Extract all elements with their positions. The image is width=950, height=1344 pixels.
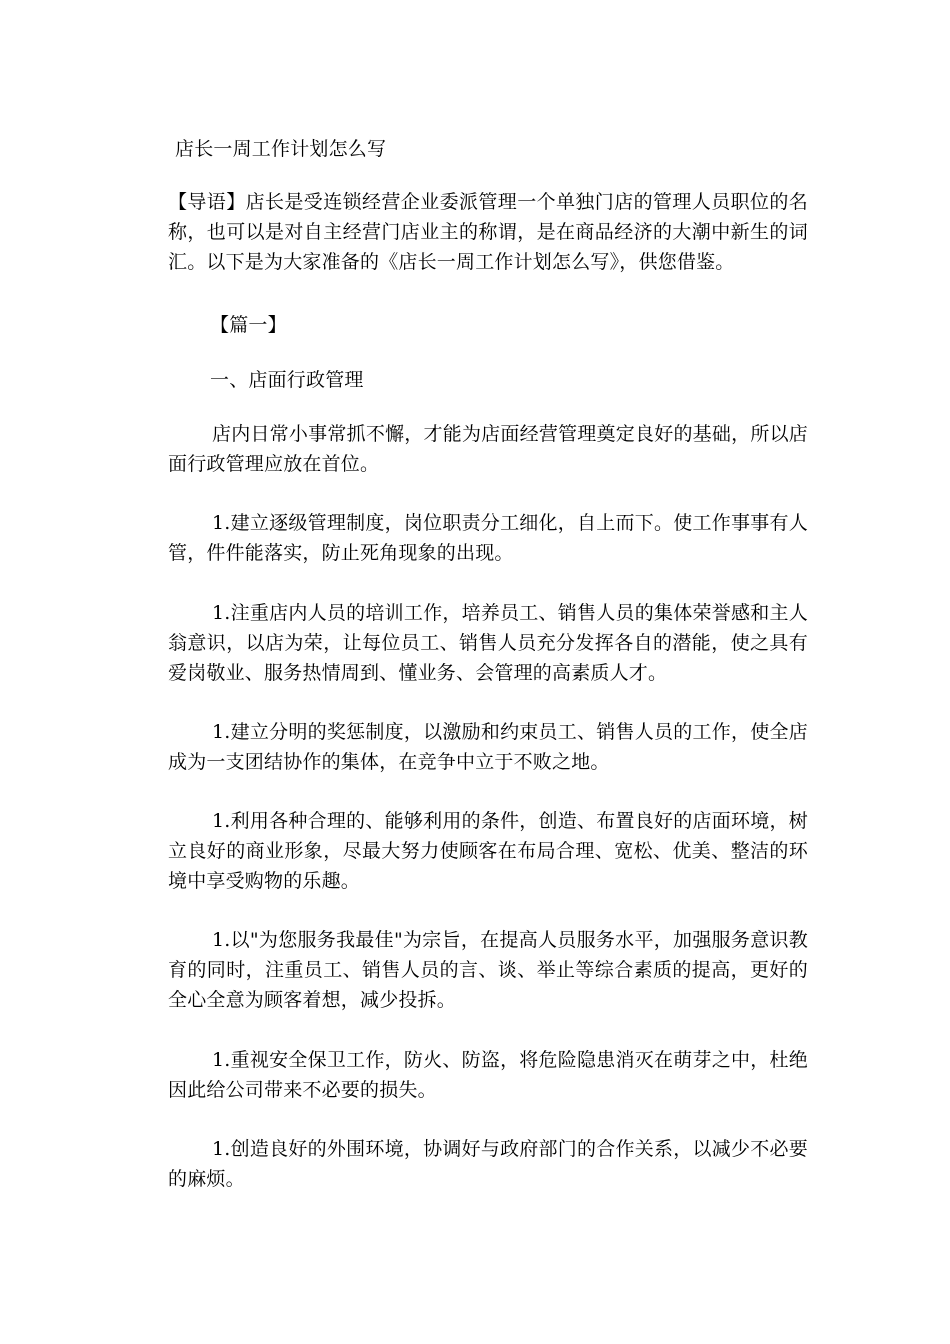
list-item: 1.创造良好的外围环境，协调好与政府部门的合作关系，以减少不必要的麻烦。 bbox=[168, 1138, 808, 1190]
list-item: 1.重视安全保卫工作，防火、防盗，将危险隐患消灭在萌芽之中，杜绝因此给公司带来不必要的损失。 bbox=[168, 1049, 808, 1101]
list-item: 1.利用各种合理的、能够利用的条件，创造、布置良好的店面环境，树立良好的商业形象，尽最大努力使顾客在布局合理、宽松、优美、整洁的环境中享受购物的乐趣。 bbox=[168, 810, 808, 892]
list-item: 1.建立逐级管理制度，岗位职责分工细化，自上而下。使工作事事有人管，件件能落实，防止死角现象的出现。 bbox=[168, 512, 808, 564]
list-item: 1.注重店内人员的培训工作，培养员工、销售人员的集体荣誉感和主人翁意识，以店为荣，让每位员工、销售人员充分发挥各自的潜能，使之具有爱岗敬业、服务热情周到、懂业务、会管理的高素质人才。 bbox=[168, 602, 808, 684]
section-tag: 【篇一】 bbox=[210, 314, 287, 336]
body-paragraph: 店内日常小事常抓不懈，才能为店面经营管理奠定良好的基础，所以店面行政管理应放在首位。 bbox=[168, 423, 808, 475]
intro-paragraph: 【导语】店长是受连锁经营企业委派管理一个单独门店的管理人员职位的名称，也可以是对自主经营门店业主的称谓，是在商品经济的大潮中新生的词汇。以下是为大家准备的《店长一周工作计划怎么写》，供您借鉴。 bbox=[168, 191, 808, 273]
document-title: 店长一周工作计划怎么写 bbox=[175, 138, 387, 160]
section-heading: 一、店面行政管理 bbox=[210, 369, 364, 391]
list-item: 1.建立分明的奖惩制度，以激励和约束员工、销售人员的工作，使全店成为一支团结协作的集体，在竞争中立于不败之地。 bbox=[168, 721, 808, 773]
list-item: 1.以"为您服务我最佳"为宗旨，在提高人员服务水平，加强服务意识教育的同时，注重员工、销售人员的言、谈、举止等综合素质的提高，更好的全心全意为顾客着想，减少投拆。 bbox=[168, 929, 808, 1011]
